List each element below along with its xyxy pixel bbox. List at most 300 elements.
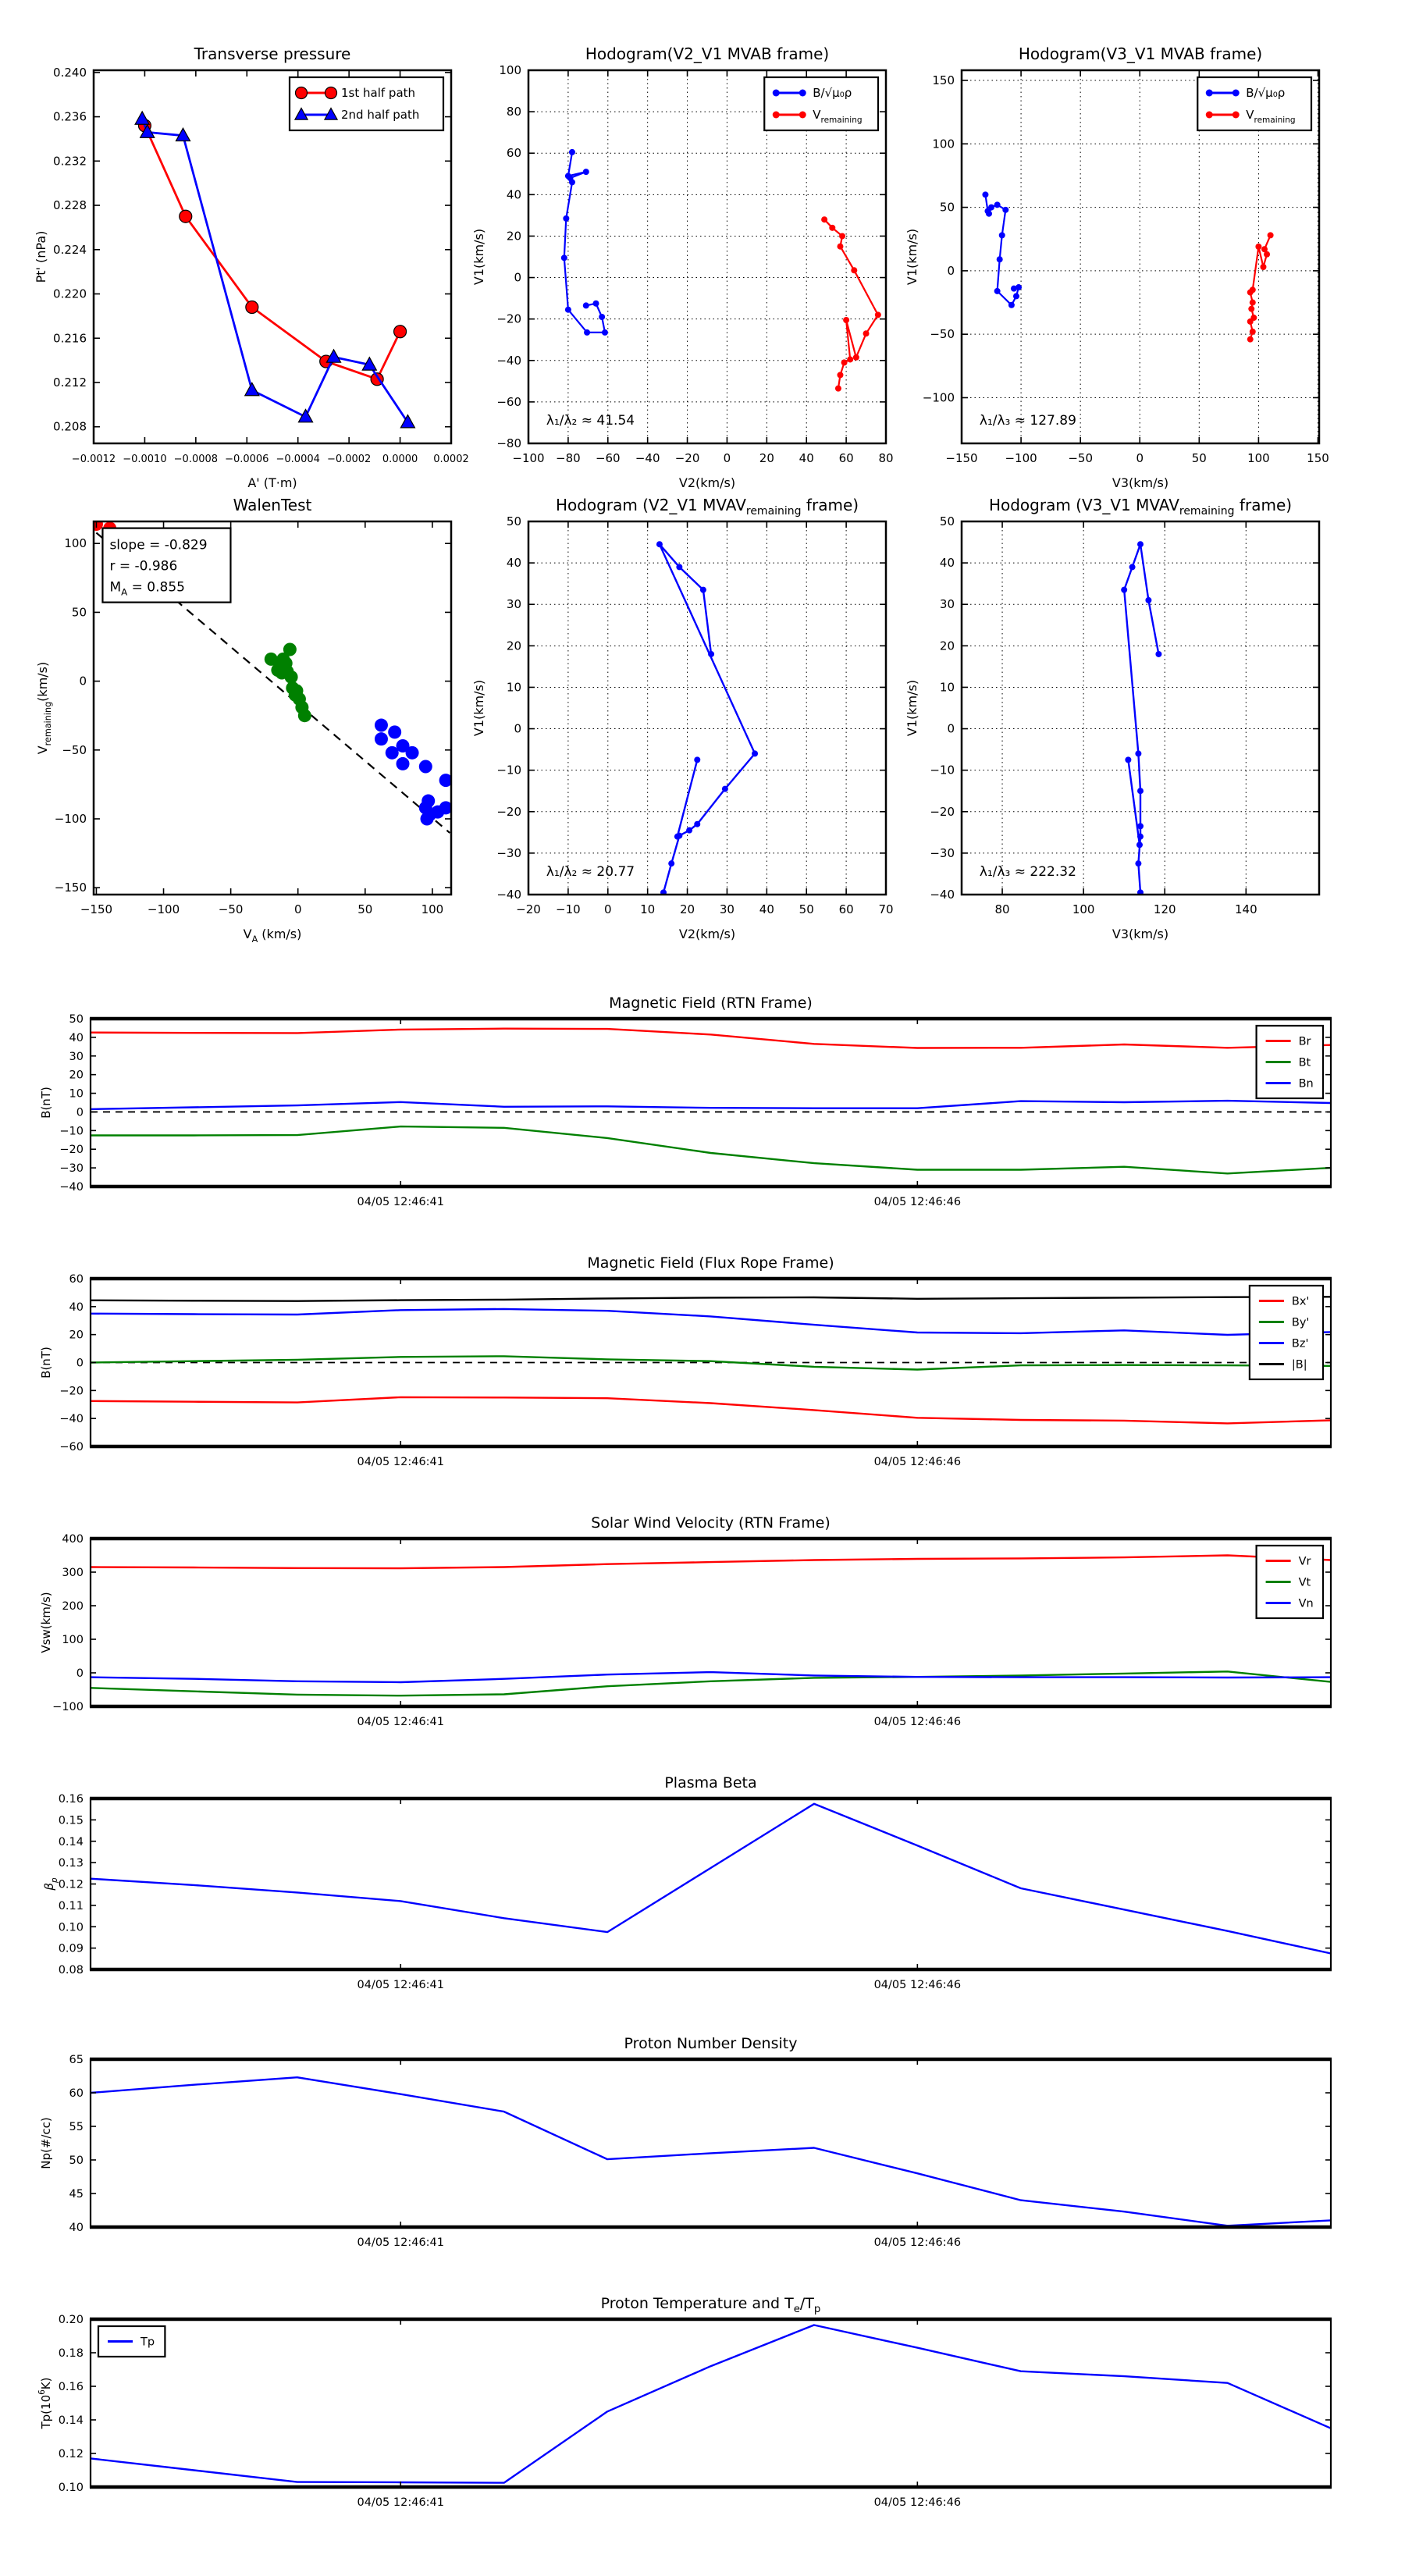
x-tick-label: −50: [218, 902, 244, 916]
y-tick-label: −30: [59, 1162, 84, 1176]
marker-dot: [1125, 756, 1131, 763]
y-tick-label: 10: [69, 1087, 84, 1101]
plot-background: [91, 1799, 1331, 1969]
marker-dot: [843, 317, 849, 323]
y-tick-label: 30: [69, 1050, 84, 1063]
marker-dot: [1232, 90, 1240, 97]
x-tick-label: 04/05 12:46:41: [357, 1716, 445, 1728]
marker-dot: [839, 233, 845, 239]
x-tick-label: −0.0006: [225, 454, 269, 465]
x-tick-label: 20: [759, 451, 774, 465]
marker-circle: [180, 210, 192, 222]
panel-hodogram-v3v1-mvab: [905, 44, 1329, 490]
marker-circle: [394, 326, 407, 338]
marker-dot: [298, 709, 311, 722]
annotation: λ₁/λ₂ ≈ 20.77: [546, 864, 635, 881]
y-tick-label: −20: [59, 1144, 84, 1157]
y-axis-label: Vsw(km/s): [39, 1592, 53, 1653]
marker-dot: [863, 330, 870, 336]
marker-dot: [397, 757, 410, 770]
panel-title: Transverse pressure: [194, 44, 351, 63]
marker-dot: [1011, 286, 1017, 292]
legend-label: Bn: [1298, 1077, 1314, 1091]
y-tick-label: −40: [930, 888, 955, 902]
y-tick-label: 0.08: [58, 1964, 84, 1976]
y-axis-label: $\beta_p$: [42, 1877, 59, 1891]
marker-dot: [386, 746, 399, 760]
y-tick-label: 40: [69, 1300, 84, 1314]
marker-dot: [1248, 306, 1254, 312]
marker-dot: [561, 254, 567, 261]
y-tick-label: 40: [939, 556, 955, 571]
x-tick-label: −10: [556, 902, 581, 916]
x-tick-label: 30: [719, 902, 735, 916]
marker-dot: [829, 225, 835, 231]
y-tick-label: 50: [69, 1013, 84, 1026]
y-tick-label: −10: [59, 1125, 84, 1138]
y-tick-label: −40: [59, 1413, 84, 1426]
x-tick-label: 04/05 12:46:46: [873, 1456, 962, 1468]
y-tick-label: 50: [506, 514, 521, 528]
marker-dot: [1013, 293, 1019, 299]
x-tick-label: 100: [421, 902, 444, 916]
x-axis-label: A' (T·m): [247, 475, 297, 490]
x-tick-label: 80: [878, 451, 894, 465]
x-tick-label: 100: [1072, 902, 1095, 916]
panel-walen-test: [35, 496, 453, 945]
marker-dot: [686, 827, 692, 834]
x-tick-label: −20: [674, 451, 700, 465]
y-tick-label: 20: [69, 1069, 84, 1082]
y-tick-label: 55: [69, 2121, 84, 2133]
legend-label: Br: [1298, 1035, 1311, 1048]
marker-dot: [1268, 232, 1274, 238]
y-axis-label: B(nT): [39, 1347, 53, 1379]
y-tick-label: 50: [939, 514, 955, 528]
y-tick-label: 200: [62, 1600, 84, 1613]
y-tick-label: −20: [496, 311, 521, 326]
y-tick-label: 100: [932, 137, 955, 151]
y-tick-label: −60: [496, 394, 521, 409]
x-tick-label: 04/05 12:46:41: [357, 1979, 445, 1991]
marker-dot: [569, 179, 575, 185]
y-tick-label: 0.12: [58, 2448, 84, 2460]
marker-dot: [999, 232, 1005, 238]
panel-proton-number-density: [39, 2035, 1332, 2249]
legend-label: Vt: [1298, 1576, 1311, 1589]
panel-title: Hodogram(V3_V1 MVAB frame): [1018, 44, 1263, 63]
x-tick-label: 04/05 12:46:46: [873, 2496, 962, 2509]
marker-dot: [1135, 750, 1141, 756]
marker-circle: [246, 301, 258, 314]
x-tick-label: 04/05 12:46:46: [873, 2236, 962, 2249]
marker-dot: [1129, 564, 1136, 570]
y-axis-label: Pt' (nPa): [34, 230, 48, 283]
marker-dot: [837, 372, 843, 378]
y-tick-label: 0: [947, 721, 955, 736]
marker-dot: [799, 90, 806, 97]
y-tick-label: 40: [506, 187, 521, 202]
y-tick-label: 0.16: [58, 1793, 84, 1806]
marker-dot: [1136, 841, 1143, 848]
legend-label: B/√μ₀ρ: [813, 86, 852, 100]
panel-title: Magnetic Field (Flux Rope Frame): [587, 1254, 834, 1272]
y-tick-label: −150: [54, 881, 87, 895]
marker-dot: [1008, 302, 1015, 308]
y-tick-label: 300: [62, 1567, 84, 1579]
x-tick-label: −0.0002: [326, 454, 372, 465]
y-tick-label: 20: [506, 229, 521, 244]
marker-dot: [676, 564, 682, 570]
marker-dot: [593, 301, 599, 307]
legend-label: Vr: [1298, 1555, 1311, 1568]
panel-title: WalenTest: [233, 496, 312, 514]
x-tick-label: 0: [723, 451, 731, 465]
stat-line: r = -0.986: [109, 558, 178, 575]
marker-dot: [1135, 860, 1141, 866]
legend-label: Vn: [1298, 1597, 1314, 1610]
y-tick-label: 0.14: [58, 1835, 84, 1848]
panel-solar-wind-velocity: [39, 1514, 1332, 1728]
panel-title: Proton Temperature and $T_e/T_p$: [600, 2295, 821, 2315]
y-tick-label: 0.10: [58, 1921, 84, 1934]
y-tick-label: 50: [69, 2154, 84, 2167]
y-tick-label: −60: [59, 1441, 84, 1453]
y-tick-label: −20: [496, 804, 521, 819]
marker-dot: [835, 386, 841, 392]
marker-dot: [1121, 587, 1127, 593]
x-axis-label: V2(km/s): [678, 927, 736, 941]
panel-hodogram-v3v1-mvav: [905, 496, 1319, 941]
legend-label: Bx': [1291, 1295, 1310, 1308]
y-tick-label: −40: [59, 1181, 84, 1194]
y-tick-label: −10: [496, 763, 521, 777]
y-tick-label: 50: [71, 605, 87, 620]
marker-dot: [1247, 336, 1254, 343]
marker-dot: [694, 821, 700, 827]
legend-label: $V_{remaining}$: [1246, 108, 1296, 125]
x-axis-label: V3(km/s): [1112, 927, 1169, 941]
y-tick-label: 0.232: [53, 154, 87, 169]
x-tick-label: 0: [604, 902, 612, 916]
y-tick-label: 100: [64, 536, 87, 551]
panel-title: Hodogram (V2_V1 $MVAV_{remaining}$ frame): [555, 496, 859, 518]
y-tick-label: 60: [69, 1273, 84, 1286]
y-tick-label: −50: [930, 327, 955, 342]
marker-dot: [656, 541, 663, 547]
panel-proton-temperature: [37, 2295, 1332, 2509]
panel-hodogram-v2v1-mvav: [471, 496, 894, 941]
x-axis-label: $V_A$ (km/s): [243, 927, 302, 945]
x-tick-label: 0: [293, 902, 302, 916]
marker-dot: [752, 750, 758, 756]
marker-dot: [773, 112, 780, 119]
marker-dot: [875, 311, 881, 318]
y-tick-label: 100: [62, 1634, 84, 1646]
marker-dot: [1206, 112, 1213, 119]
panel-mag-field-rtn: [39, 994, 1332, 1208]
y-tick-label: 40: [69, 1031, 84, 1044]
panel-title: Hodogram(V2_V1 MVAB frame): [585, 44, 830, 63]
marker-dot: [283, 643, 297, 656]
panel-hodogram-v2v1-mvab: [471, 44, 894, 490]
y-tick-label: 0.10: [58, 2482, 84, 2494]
y-tick-label: 0: [947, 263, 955, 278]
x-tick-label: −80: [556, 451, 581, 465]
marker-dot: [563, 215, 569, 222]
y-tick-label: −30: [496, 845, 521, 860]
marker-dot: [982, 191, 988, 197]
marker-dot: [700, 587, 706, 593]
x-tick-label: 40: [799, 451, 814, 465]
marker-dot: [419, 760, 432, 773]
x-tick-label: −50: [1068, 451, 1093, 465]
y-tick-label: 0: [76, 1667, 84, 1680]
y-tick-label: −20: [930, 804, 955, 819]
y-tick-label: 30: [939, 597, 955, 612]
marker-dot: [1247, 290, 1254, 296]
y-tick-label: 0.216: [53, 331, 87, 346]
y-tick-label: 0.212: [53, 375, 87, 390]
y-axis-label: $V_{remaining}(km/s)$: [35, 661, 53, 755]
y-tick-label: 0.240: [53, 65, 87, 80]
marker-dot: [799, 112, 806, 119]
x-tick-label: −100: [512, 451, 545, 465]
y-axis-label: V1(km/s): [905, 679, 919, 737]
marker-dot: [1137, 541, 1144, 547]
marker-dot: [851, 267, 857, 273]
y-tick-label: 40: [506, 556, 521, 571]
legend-label: |B|: [1291, 1358, 1307, 1372]
marker-dot: [1002, 207, 1008, 213]
stat-line: $M_A = 0.855$: [109, 579, 185, 598]
marker-dot: [668, 860, 674, 866]
y-tick-label: −80: [496, 436, 521, 450]
marker-dot: [1264, 251, 1270, 258]
marker-dot: [841, 359, 848, 365]
y-tick-label: 65: [69, 2054, 84, 2066]
marker-dot: [602, 329, 608, 336]
x-tick-label: −150: [80, 902, 113, 916]
marker-dot: [997, 256, 1003, 262]
x-tick-label: 04/05 12:46:46: [873, 1196, 962, 1208]
x-tick-label: 04/05 12:46:46: [873, 1716, 962, 1728]
y-axis-label: Np(#/cc): [39, 2117, 53, 2169]
legend-label: Bt: [1298, 1056, 1311, 1069]
plot-background: [91, 2059, 1331, 2227]
y-tick-label: 40: [69, 2222, 84, 2234]
y-tick-label: −30: [930, 845, 955, 860]
y-tick-label: 0.228: [53, 198, 87, 213]
marker-dot: [694, 756, 700, 763]
marker-dot: [584, 329, 590, 336]
y-tick-label: 0.16: [58, 2381, 84, 2393]
y-tick-label: 100: [499, 63, 521, 77]
x-tick-label: 04/05 12:46:41: [357, 1456, 445, 1468]
panel-mag-field-flux-rope: [39, 1254, 1332, 1468]
marker-dot: [388, 725, 401, 738]
y-tick-label: 0.208: [53, 419, 87, 434]
x-tick-label: 0.0000: [382, 454, 418, 465]
marker-dot: [406, 746, 419, 760]
marker-dot: [708, 651, 714, 657]
legend-label: Bz': [1291, 1337, 1309, 1350]
y-tick-label: 20: [69, 1329, 84, 1342]
y-tick-label: 0: [79, 674, 87, 688]
y-tick-label: −20: [59, 1385, 84, 1398]
annotation: λ₁/λ₃ ≈ 127.89: [979, 413, 1076, 429]
legend-label: By': [1291, 1316, 1310, 1329]
x-tick-label: 140: [1234, 902, 1257, 916]
x-tick-label: 50: [357, 902, 373, 916]
x-tick-label: −0.0010: [123, 454, 167, 465]
y-tick-label: 45: [69, 2188, 84, 2201]
marker-dot: [583, 302, 589, 308]
marker-dot: [569, 149, 575, 155]
x-tick-label: 60: [838, 451, 854, 465]
marker-dot: [847, 356, 853, 362]
y-tick-label: −40: [496, 888, 521, 902]
panel-title: Solar Wind Velocity (RTN Frame): [591, 1514, 831, 1532]
marker-dot: [988, 205, 994, 211]
y-tick-label: 0: [514, 721, 521, 736]
y-tick-label: −50: [62, 742, 87, 757]
legend-label: B/√μ₀ρ: [1246, 86, 1286, 100]
marker-dot: [994, 288, 1001, 294]
x-tick-label: −150: [945, 451, 978, 465]
marker-dot: [1250, 329, 1256, 335]
y-tick-label: 80: [506, 105, 521, 119]
panel-plasma-beta: [42, 1774, 1332, 1991]
marker-dot: [599, 314, 605, 320]
marker-dot: [853, 354, 859, 361]
y-tick-label: −40: [496, 353, 521, 368]
y-tick-label: −100: [54, 811, 87, 826]
marker-dot: [375, 732, 388, 745]
marker-dot: [1137, 788, 1144, 794]
marker-dot: [837, 244, 843, 250]
y-tick-label: 0.15: [58, 1814, 84, 1827]
x-tick-label: −40: [635, 451, 660, 465]
x-tick-label: −0.0012: [71, 454, 116, 465]
y-tick-label: 10: [506, 680, 521, 695]
marker-dot: [583, 169, 589, 175]
x-tick-label: −60: [595, 451, 621, 465]
plot-background: [91, 2319, 1331, 2487]
y-tick-label: 400: [62, 1533, 84, 1546]
marker-dot: [773, 90, 780, 97]
y-tick-label: 20: [506, 639, 521, 653]
y-tick-label: 0.09: [58, 1942, 84, 1955]
panel-title: Plasma Beta: [664, 1774, 757, 1791]
x-tick-label: 20: [680, 902, 695, 916]
legend-label: Tp: [140, 2336, 155, 2349]
x-tick-label: 70: [878, 902, 894, 916]
y-tick-label: 60: [506, 146, 521, 161]
marker-dot: [1250, 300, 1256, 306]
marker-dot: [1260, 264, 1266, 270]
y-tick-label: 50: [939, 200, 955, 215]
x-tick-label: 80: [994, 902, 1010, 916]
y-tick-label: 0.13: [58, 1857, 84, 1870]
x-axis-label: V3(km/s): [1112, 475, 1169, 490]
y-axis-label: B(nT): [39, 1087, 53, 1119]
x-tick-label: 04/05 12:46:46: [873, 1979, 962, 1991]
y-tick-label: 0: [514, 270, 521, 285]
y-tick-label: 0: [76, 1357, 84, 1370]
x-tick-label: 10: [640, 902, 656, 916]
x-tick-label: −0.0008: [173, 454, 219, 465]
x-tick-label: 0.0002: [433, 454, 469, 465]
y-tick-label: 0.20: [58, 2314, 84, 2326]
y-tick-label: 0: [76, 1106, 84, 1119]
y-tick-label: 0.220: [53, 286, 87, 301]
x-axis-label: V2(km/s): [678, 475, 736, 490]
marker-dot: [375, 719, 388, 732]
y-tick-label: 150: [932, 73, 955, 88]
y-tick-label: −100: [52, 1701, 84, 1713]
y-tick-label: 0.224: [53, 242, 87, 257]
y-axis-label: V1(km/s): [905, 228, 919, 286]
y-tick-label: 0.18: [58, 2347, 84, 2360]
marker-dot: [994, 201, 1001, 208]
stat-line: slope = -0.829: [109, 537, 208, 553]
x-tick-label: 50: [1191, 451, 1207, 465]
y-tick-label: 10: [939, 680, 955, 695]
marker-dot: [1255, 244, 1261, 250]
annotation: λ₁/λ₂ ≈ 41.54: [546, 413, 635, 429]
marker-dot: [565, 307, 571, 313]
y-tick-label: −100: [922, 390, 955, 405]
x-tick-label: −20: [516, 902, 541, 916]
plot-background: [528, 521, 886, 895]
y-axis-label: V1(km/s): [471, 228, 486, 286]
panel-title: Proton Number Density: [624, 2035, 798, 2052]
x-tick-label: 120: [1153, 902, 1176, 916]
legend-label: 1st half path: [341, 86, 416, 100]
y-tick-label: 0.14: [58, 2414, 84, 2427]
y-axis-label: $Tp(10^6K)$: [37, 2377, 53, 2429]
panel-transverse-pressure: [34, 44, 469, 490]
x-tick-label: 0: [1136, 451, 1144, 465]
y-tick-label: 0.236: [53, 109, 87, 124]
y-tick-label: 30: [506, 597, 521, 612]
y-axis-label: V1(km/s): [471, 679, 486, 737]
marker-dot: [1155, 651, 1161, 657]
x-tick-label: 60: [838, 902, 854, 916]
marker-dot: [722, 786, 728, 792]
x-tick-label: −100: [1005, 451, 1037, 465]
x-tick-label: −0.0004: [276, 454, 320, 465]
marker-dot: [674, 834, 681, 840]
legend-label: $V_{remaining}$: [813, 108, 863, 125]
y-tick-label: 0.11: [58, 1899, 84, 1912]
x-tick-label: 50: [799, 902, 814, 916]
y-tick-label: 20: [939, 639, 955, 653]
panel-title: Hodogram (V3_V1 $MVAV_{remaining}$ frame): [988, 496, 1293, 518]
x-tick-label: 150: [1307, 451, 1329, 465]
marker-dot: [821, 216, 827, 222]
x-tick-label: 04/05 12:46:41: [357, 2496, 445, 2509]
x-tick-label: 04/05 12:46:41: [357, 1196, 445, 1208]
panel-title: Magnetic Field (RTN Frame): [609, 994, 813, 1012]
y-tick-label: 0.12: [58, 1878, 84, 1891]
x-tick-label: −100: [147, 902, 180, 916]
marker-dot: [1247, 318, 1254, 325]
marker-circle: [325, 87, 337, 99]
marker-dot: [1232, 112, 1240, 119]
marker-dot: [1206, 90, 1213, 97]
